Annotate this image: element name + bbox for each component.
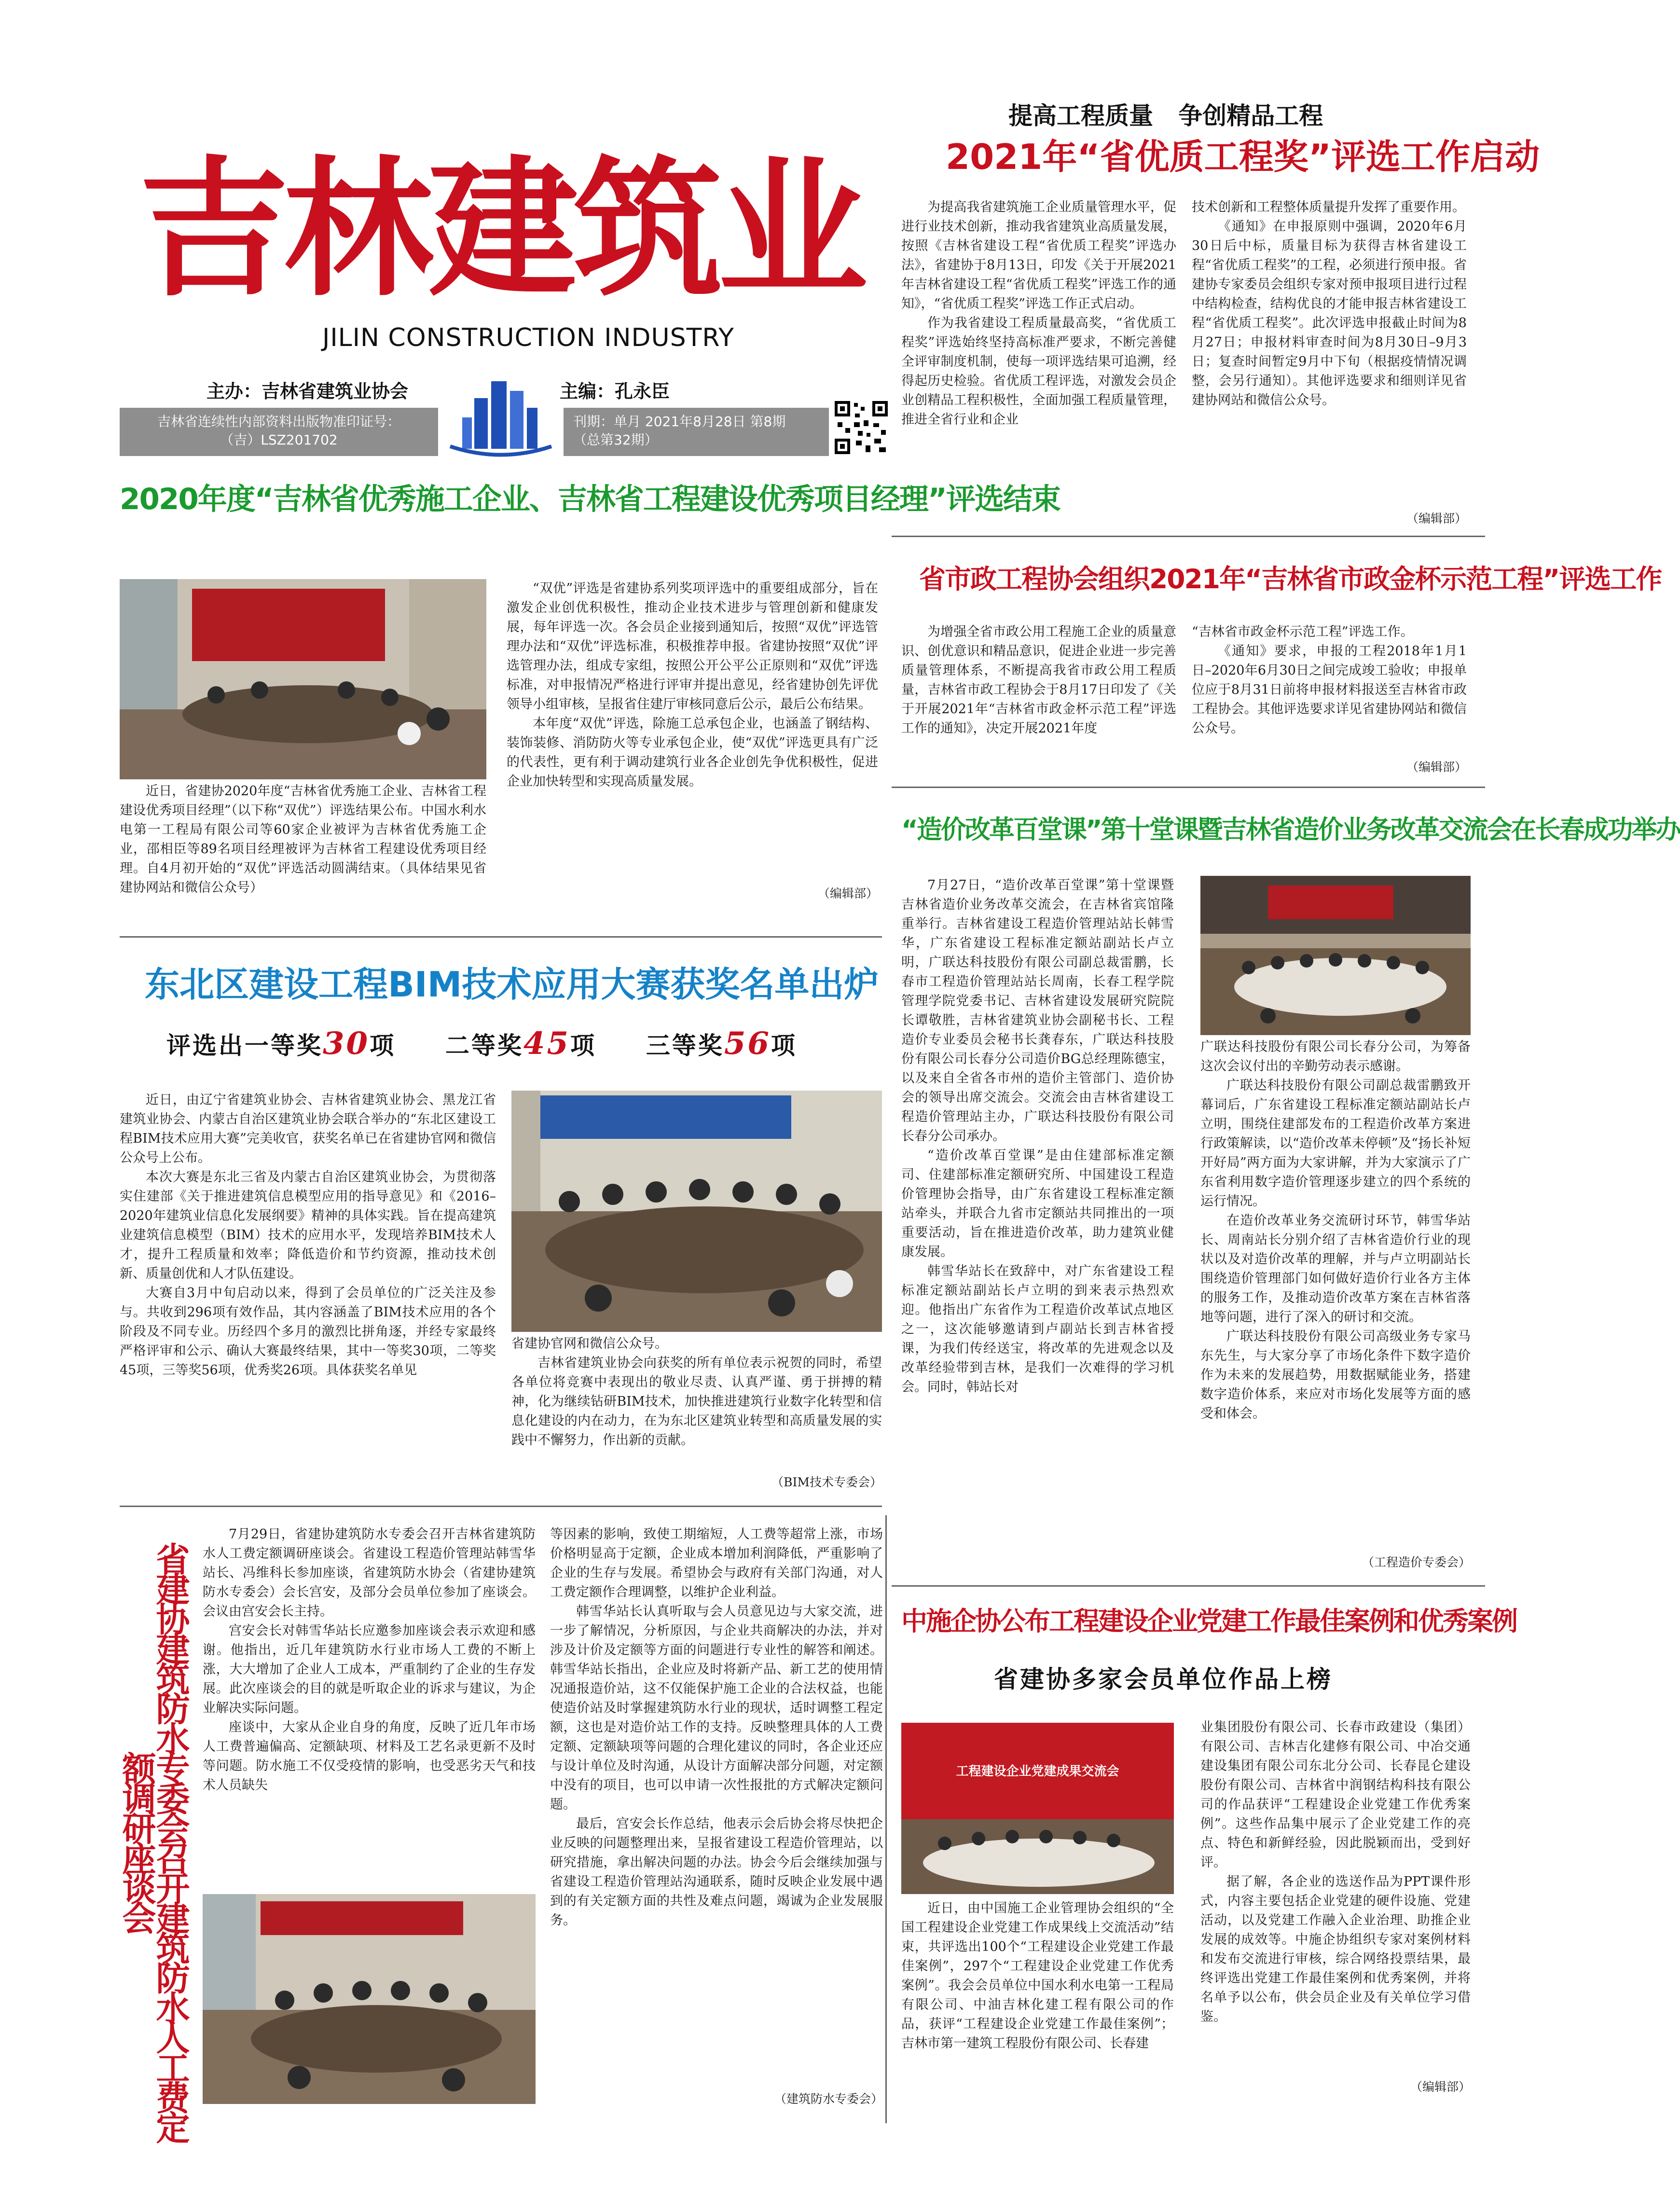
art2-photo — [120, 579, 486, 779]
art6-headline-vertical: 省建协建筑防水专委会召开建筑防水人工费定额调研座谈会 — [117, 1542, 190, 2140]
art4-sub-prefix3: 三等奖 — [646, 1032, 724, 1060]
masthead-sponsor: 主办：吉林省建筑业协会 — [207, 381, 409, 402]
art6-headline — [117, 1535, 190, 2147]
art5-col2-p2: 广联达科技股份有限公司副总裁雷鹏致开幕词后，广东省建设工程标准定额站副站长卢立明，围绕住建部发布的工程造价改革方案进行政策解读，以“造价改革未停顿”及“扬长补短开好局”两方面为大家讲解，并为大家演示了广东省利用数字造价管理逐步建立的四个系统的运行情况。 — [1200, 1078, 1471, 1209]
masthead — [120, 123, 882, 461]
art7-signature: （编辑部） — [1410, 2080, 1471, 2094]
art7-col2 — [1200, 1718, 1471, 2027]
building-logo-icon — [448, 374, 554, 458]
divider — [892, 536, 1485, 537]
art5-col1-p3: 韩雪华站长在致辞中，对广东省建设工程标准定额站副站长卢立明的到来表示热烈欢迎。他指出广东省作为工程造价改革试点地区之一，这次能够邀请到卢副站长到吉林省授课，为我们传经送宝，将改革的先进观念以及改革经验带到吉林，是我们一次难得的学习机会。同时，韩站长对 — [901, 1264, 1174, 1395]
art4-sub-suffix1: 项 — [370, 1032, 396, 1060]
art7-headline: 中施企协公布工程建设企业党建工作最佳案例和优秀案例 — [901, 1606, 1516, 1636]
art5-photo — [1200, 876, 1471, 1035]
art1-kicker: 提高工程质量 争创精品工程 — [1008, 101, 1323, 130]
art3-headline: 省市政工程协会组织2021年“吉林省市政金杯示范工程”评选工作 — [919, 564, 1662, 595]
art6-col1 — [203, 1525, 536, 1795]
art4-sub-prefix2: 二等奖 — [445, 1032, 523, 1060]
art4-sub-suffix3: 项 — [771, 1032, 797, 1060]
art5-col1-p2: “造价改革百堂课”是由住建部标准定额司、住建部标准定额研究所、中国建设工程造价管理协会指导，由广东省建设工程标准定额站牵头，并联合九省市定额站共同推出的一项重要活动，旨在推进造价改革，助力建筑业健康发展。 — [901, 1148, 1174, 1259]
art4-sub-num3: 56 — [724, 1025, 771, 1062]
art4-col1-p3: 大赛自3月中旬启动以来，得到了会员单位的广泛关注及参与。共收到296项有效作品，其内容涵盖了BIM技术应用的各个阶段及不同专业。历经四个多月的激烈比拼角逐，并经专家最终严格评审和公示、确认大赛最终结果，其中一等奖30项，二等奖45项，三等奖56项，优秀奖26项。具体获奖名单见 — [120, 1286, 496, 1378]
art5-headline: “造价改革百堂课”第十堂课暨吉林省造价业务改革交流会在长春成功举办 — [901, 815, 1680, 844]
art1-col1-p1: 为提高我省建筑施工企业质量管理水平，促进行业技术创新，推动我省建筑业高质量发展，按照《吉林省建设工程“省优质工程奖”评选办法》，省建协于8月13日，印发《关于开展2021年吉林省建设工程“省优质工程奖”评选工作的通知》，“省优质工程奖”评选工作正式启动。 — [901, 200, 1176, 311]
art7-col2-p2: 据了解，各企业的选送作品为PPT课件形式，内容主要包括企业党建的硬件设施、党建活动，以及党建工作融入企业治理、助推企业发展的成效等。中施企协组织专家对案例材料和发布交流进行审核，综合网络投票结果，最终评选出党建工作最佳案例和优秀案例，并将名单予以公布，供会员企业及有关单位学习借鉴。 — [1200, 1874, 1471, 2024]
qr-code-icon — [833, 399, 890, 456]
art5-col2 — [1200, 1038, 1471, 1424]
art6-col1-p2: 宫安会长对韩雪华站长应邀参加座谈会表示欢迎和感谢。他指出，近几年建筑防水行业市场人工费的不断上涨，大大增加了企业人工成本，严重制约了企业的生存发展。此次座谈会的目的就是听取企业的诉求与建议，为企业解决实际问题。 — [203, 1623, 536, 1716]
logo-emblem — [448, 374, 554, 458]
art4-col2 — [511, 1334, 882, 1450]
art6-col1-p3: 座谈中，大家从企业自身的角度，反映了近几年市场人工费普遍偏高、定额缺项、材料及工艺名录更新不及时等问题。防水施工不仅受疫情的影响，也受恶劣天气和技术人员缺失 — [203, 1720, 536, 1793]
art6-signature: （建筑防水专委会） — [774, 2092, 883, 2106]
art5-col1-p1: 7月27日，“造价改革百堂课”第十堂课暨吉林省造价业务改革交流会，在吉林省宾馆隆重举行。吉林省建设工程造价管理站站长韩雪华，广东省建设工程标准定额站副站长卢立明，广联达科技股份有限公司副总裁雷鹏，长春市工程造价管理站站长周南，长春工程学院管理学院党委书记、吉林省建设发展研究院院长谭敬胜，吉林省建筑业协会副秘书长、工程造价专业委员会秘书长龚春东，广联达科技股份有限公司长春分公司造价BG总经理陈德宝，以及来自全省各市州的造价主管部门、造价协会的领导出席交流会。交流会由吉林省建设工程造价管理站主办，广联达科技股份有限公司长春分公司承办。 — [901, 878, 1174, 1144]
art1-col1-p2: 作为我省建设工程质量最高奖，“省优质工程奖”评选始终坚持高标准严要求，不断完善健全评审制度机制，使每一项评选结果可追溯，经得起历史检验。省优质工程评选，对激发会员企业创精品工程积极性，全面加强工程质量管理，推进全省行业和企业 — [901, 316, 1176, 427]
art2-col1-p1: 近日，省建协2020年度“吉林省优秀施工企业、吉林省工程建设优秀项目经理”（以下称“双优”）评选结果公布。中国水利水电第一工程局有限公司等60家企业被评为吉林省优秀施工企业，邵相臣等89名项目经理被评为吉林省工程建设优秀项目经理。自4月初开始的“双优”评选活动圆满结束。（具体结果见省建协网站和微信公众号） — [120, 784, 486, 895]
art1-col2 — [1192, 198, 1467, 410]
divider — [120, 1506, 882, 1507]
masthead-subtitle-en: JILIN CONSTRUCTION INDUSTRY — [322, 323, 734, 352]
art2-col2-p1: “双优”评选是省建协系列奖项评选中的重要组成部分，旨在激发企业创优积极性，推动企业技术进步与管理创新和健康发展，每年评选一次。各会员企业接到通知后，按照“双优”评选管理办法和“双优”评选标准，积极推荐申报。省建协按照“双优”评选管理办法，组成专家组，按照公开公平公正原则和“双优”评选标准，对申报情况严格进行评审并提出意见，经省建协创先评优领导小组审核，呈报省住建厅审核同意后公示，最后公布结果。 — [507, 581, 878, 712]
art4-subhead — [166, 1025, 797, 1062]
art7-subhead: 省建协多家会员单位作品上榜 — [994, 1665, 1333, 1693]
art3-col1 — [901, 623, 1176, 738]
art3-col1-p1: 为增强全省市政公用工程施工企业的质量意识、创优意识和精品意识，促进企业进一步完善质量管理体系，不断提高我省市政公用工程质量，吉林省市政工程协会于8月17日印发了《关于开展2021年“吉林省市政金杯示范工程”评选工作的通知》，决定开展2021年度 — [901, 624, 1176, 736]
art1-headline: 2021年“省优质工程奖”评选工作启动 — [946, 137, 1540, 177]
art2-col2 — [507, 579, 878, 791]
art7-photo-banner: 工程建设企业党建成果交流会 — [956, 1764, 1119, 1779]
art5-col2-p1: 广联达科技股份有限公司长春分公司，为筹备这次会议付出的辛勤劳动表示感谢。 — [1200, 1039, 1471, 1074]
art3-col2-p1: “吉林省市政金杯示范工程”评选工作。 — [1192, 624, 1414, 639]
art4-sub-suffix2: 项 — [570, 1032, 596, 1060]
permit-line1: 吉林省连续性内部资料出版物准印证号： — [157, 414, 400, 429]
permit-line2: （吉）LSZ201702 — [220, 432, 338, 448]
issue-line2: （总第32期） — [573, 432, 658, 448]
art6-col2 — [550, 1525, 883, 1930]
art7-photo — [901, 1723, 1174, 1894]
art4-col2-p2: 吉林省建筑业协会向获奖的所有单位表示祝贺的同时，希望各单位将竞赛中表现出的敬业尽责、认真严谨、勇于拼搏的精神，化为继续钻研BIM技术，加快推进建筑行业数字化转型和信息化建设的内在动力，在为东北区建筑业转型和高质量发展的实践中不懈努力，作出新的贡献。 — [511, 1356, 882, 1448]
art6-col2-p1: 等因素的影响，致使工期缩短，人工费等超常上涨，市场价格明显高于定额，企业成本增加利润降低，严重影响了企业的生存与发展。希望协会与政府有关部门沟通，对人工费定额作合理调整，以维护企业利益。 — [550, 1527, 883, 1600]
art1-col2-p1: 技术创新和工程整体质量提升发挥了重要作用。 — [1192, 200, 1465, 215]
art4-photo — [511, 1091, 882, 1332]
art4-sub-prefix1: 评选出一等奖 — [166, 1032, 323, 1060]
art4-col2-p1: 省建协官网和微信公众号。 — [511, 1336, 668, 1351]
art1-signature: （编辑部） — [1406, 512, 1467, 526]
art5-col2-p4: 广联达科技股份有限公司高级业务专家马东先生，与大家分享了市场化条件下数字造价作为未来的发展趋势，用数据赋能业务，搭建数字造价体系，来应对市场化发展等方面的感受和体会。 — [1200, 1329, 1471, 1421]
art5-col2-p3: 在造价改革业务交流研讨环节，韩雪华站长、周南站长分别介绍了吉林省造价行业的现状以及对造价改革的理解，并与卢立明副站长围绕造价管理部门如何做好造价行业各方主体的服务工作，及推动造价改革方案在吉林省落地等问题，进行了深入的研讨和交流。 — [1200, 1213, 1471, 1325]
permit-box — [120, 408, 438, 456]
art7-col1-p1: 近日，由中国施工企业管理协会组织的“全国工程建设企业党建工作成果线上交流活动”结束，共评选出100个“工程建设企业党建工作最佳案例”，297个“工程建设企业党建工作优秀案例”。我会会员单位中国水利水电第一工程局有限公司、中油吉林化建工程有限公司的作品，获评“工程建设企业党建工作最佳案例”；吉林市第一建筑工程股份有限公司、长春建 — [901, 1901, 1174, 2051]
divider — [120, 936, 882, 938]
art6-col2-p3: 最后，宫安会长作总结，他表示会后协会将尽快把企业反映的问题整理出来，呈报省建设工程造价管理站，以研究措施，拿出解决问题的办法。协会今后会继续加强与省建设工程造价管理站沟通联系，随时反映企业发展中遇到的有关定额方面的共性及难点问题，竭诚为企业发展服务。 — [550, 1816, 883, 1928]
art2-col1 — [120, 782, 486, 898]
art7-col1 — [901, 1899, 1174, 2053]
art4-col1-p2: 本次大赛是东北三省及内蒙古自治区建筑业协会，为贯彻落实住建部《关于推进建筑信息模型应用的指导意见》和《2016–2020年建筑业信息化发展纲要》精神的具体实践。旨在提高建筑业建筑信息模型（BIM）技术的应用水平，发现培养BIM技术人才，提升工程质量和效率；降低造价和节约资源，推动技术创新、质量创优和人才队伍建设。 — [120, 1170, 496, 1281]
masthead-title: 吉林建筑业 — [139, 141, 863, 317]
art1-col2-p2: 《通知》在申报原则中强调，2020年6月30日后中标，质量目标为获得吉林省建设工程“省优质工程奖”的工程，必须进行预申报。省建协专家委员会组织专家对预申报项目进行过程中结构检查，结构优良的才能申报吉林省建设工程“省优质工程奖”。此次评选申报截止时间为8月27日；申报材料审查时间为8月30日–9月3日；复查时间暂定9月中下旬（根据疫情情况调整，会另行通知）。其他评选要求和细则详见省建协网站和微信公众号。 — [1192, 219, 1467, 408]
art6-col1-p1: 7月29日，省建协建筑防水专委会召开吉林省建筑防水人工费定额调研座谈会。省建设工程造价管理站韩雪华站长、冯维科长参加座谈，省建筑防水协会（省建协建筑防水专委会）会长宫安，及部分会员单位参加了座谈会。会议由宫安会长主持。 — [203, 1527, 536, 1619]
art4-sub-num2: 45 — [523, 1025, 570, 1062]
issue-box — [564, 408, 829, 456]
art3-signature: （编辑部） — [1406, 760, 1467, 774]
divider — [885, 1515, 887, 2123]
masthead-editor: 主编：孔永臣 — [560, 381, 670, 402]
art3-col2-p2: 《通知》要求，申报的工程2018年1月1日–2020年6月30日之间完成竣工验收；申报单位应于8月31日前将申报材料报送至吉林省市政工程协会。其他评选要求详见省建协网站和微信公众号。 — [1192, 644, 1467, 736]
art1-col1 — [901, 198, 1176, 429]
art4-col1 — [120, 1091, 496, 1380]
art6-col2-p2: 韩雪华站长认真听取与会人员意见边与大家交流，进一步了解情况，分析原因，与企业共商解决的办法，并对涉及计价及定额等方面的问题进行专业性的解答和阐述。韩雪华站长指出，企业应及时将新产品、新工艺的使用情况通报造价站，这不仅能保护施工企业的合法权益，也能使造价站及时掌握建筑防水行业的现状，适时调整工程定额，这也是对造价站工作的支持。反映整理具体的人工费定额、定额缺项等问题的合理化建议的同时，各企业还应与设计单位及时沟通，从设计方面解决部分问题，对定额中没有的项目，也可以申请一次性报批的方式解决定额问题。 — [550, 1604, 883, 1812]
art2-headline: 2020年度“吉林省优秀施工企业、吉林省工程建设优秀项目经理”评选结束 — [120, 482, 1060, 516]
issue-line1: 刊期：单月 2021年8月28日 第8期 — [573, 414, 786, 429]
divider — [892, 787, 1485, 788]
art4-headline: 东北区建设工程BIM技术应用大赛获奖名单出炉 — [145, 964, 879, 1005]
art4-signature: （BIM技术专委会） — [771, 1475, 882, 1489]
art5-col1 — [901, 876, 1174, 1397]
art5-signature: （工程造价专委会） — [1362, 1555, 1471, 1569]
art2-signature: （编辑部） — [817, 886, 878, 900]
art3-col2 — [1192, 623, 1467, 738]
art2-col2-p2: 本年度“双优”评选，除施工总承包企业，也涵盖了钢结构、装饰装修、消防防火等专业承包企业，使“双优”评选更具有广泛的代表性，更有利于调动建筑行业各企业创先争优积极性，促进企业加快转型和实现高质量发展。 — [507, 716, 878, 789]
art6-photo — [203, 1894, 536, 2104]
art4-col1-p1: 近日，由辽宁省建筑业协会、吉林省建筑业协会、黑龙江省建筑业协会、内蒙古自治区建筑业协会联合举办的“东北区建设工程BIM技术应用大赛”完美收官，获奖名单已在省建协官网和微信公众号上公布。 — [120, 1093, 496, 1165]
divider — [892, 1585, 1485, 1587]
art7-col2-p1: 业集团股份有限公司、长春市政建设（集团）有限公司、吉林吉化建修有限公司、中冶交通建设集团有限公司东北分公司、长春昆仑建设股份有限公司、吉林省中润钢结构科技有限公司的作品获评“工程建设企业党建工作优秀案例”。这些作品集中展示了企业党建工作的亮点、特色和新鲜经验，因此脱颖而出，受到好评。 — [1200, 1720, 1471, 1870]
art4-sub-num1: 30 — [323, 1025, 370, 1062]
